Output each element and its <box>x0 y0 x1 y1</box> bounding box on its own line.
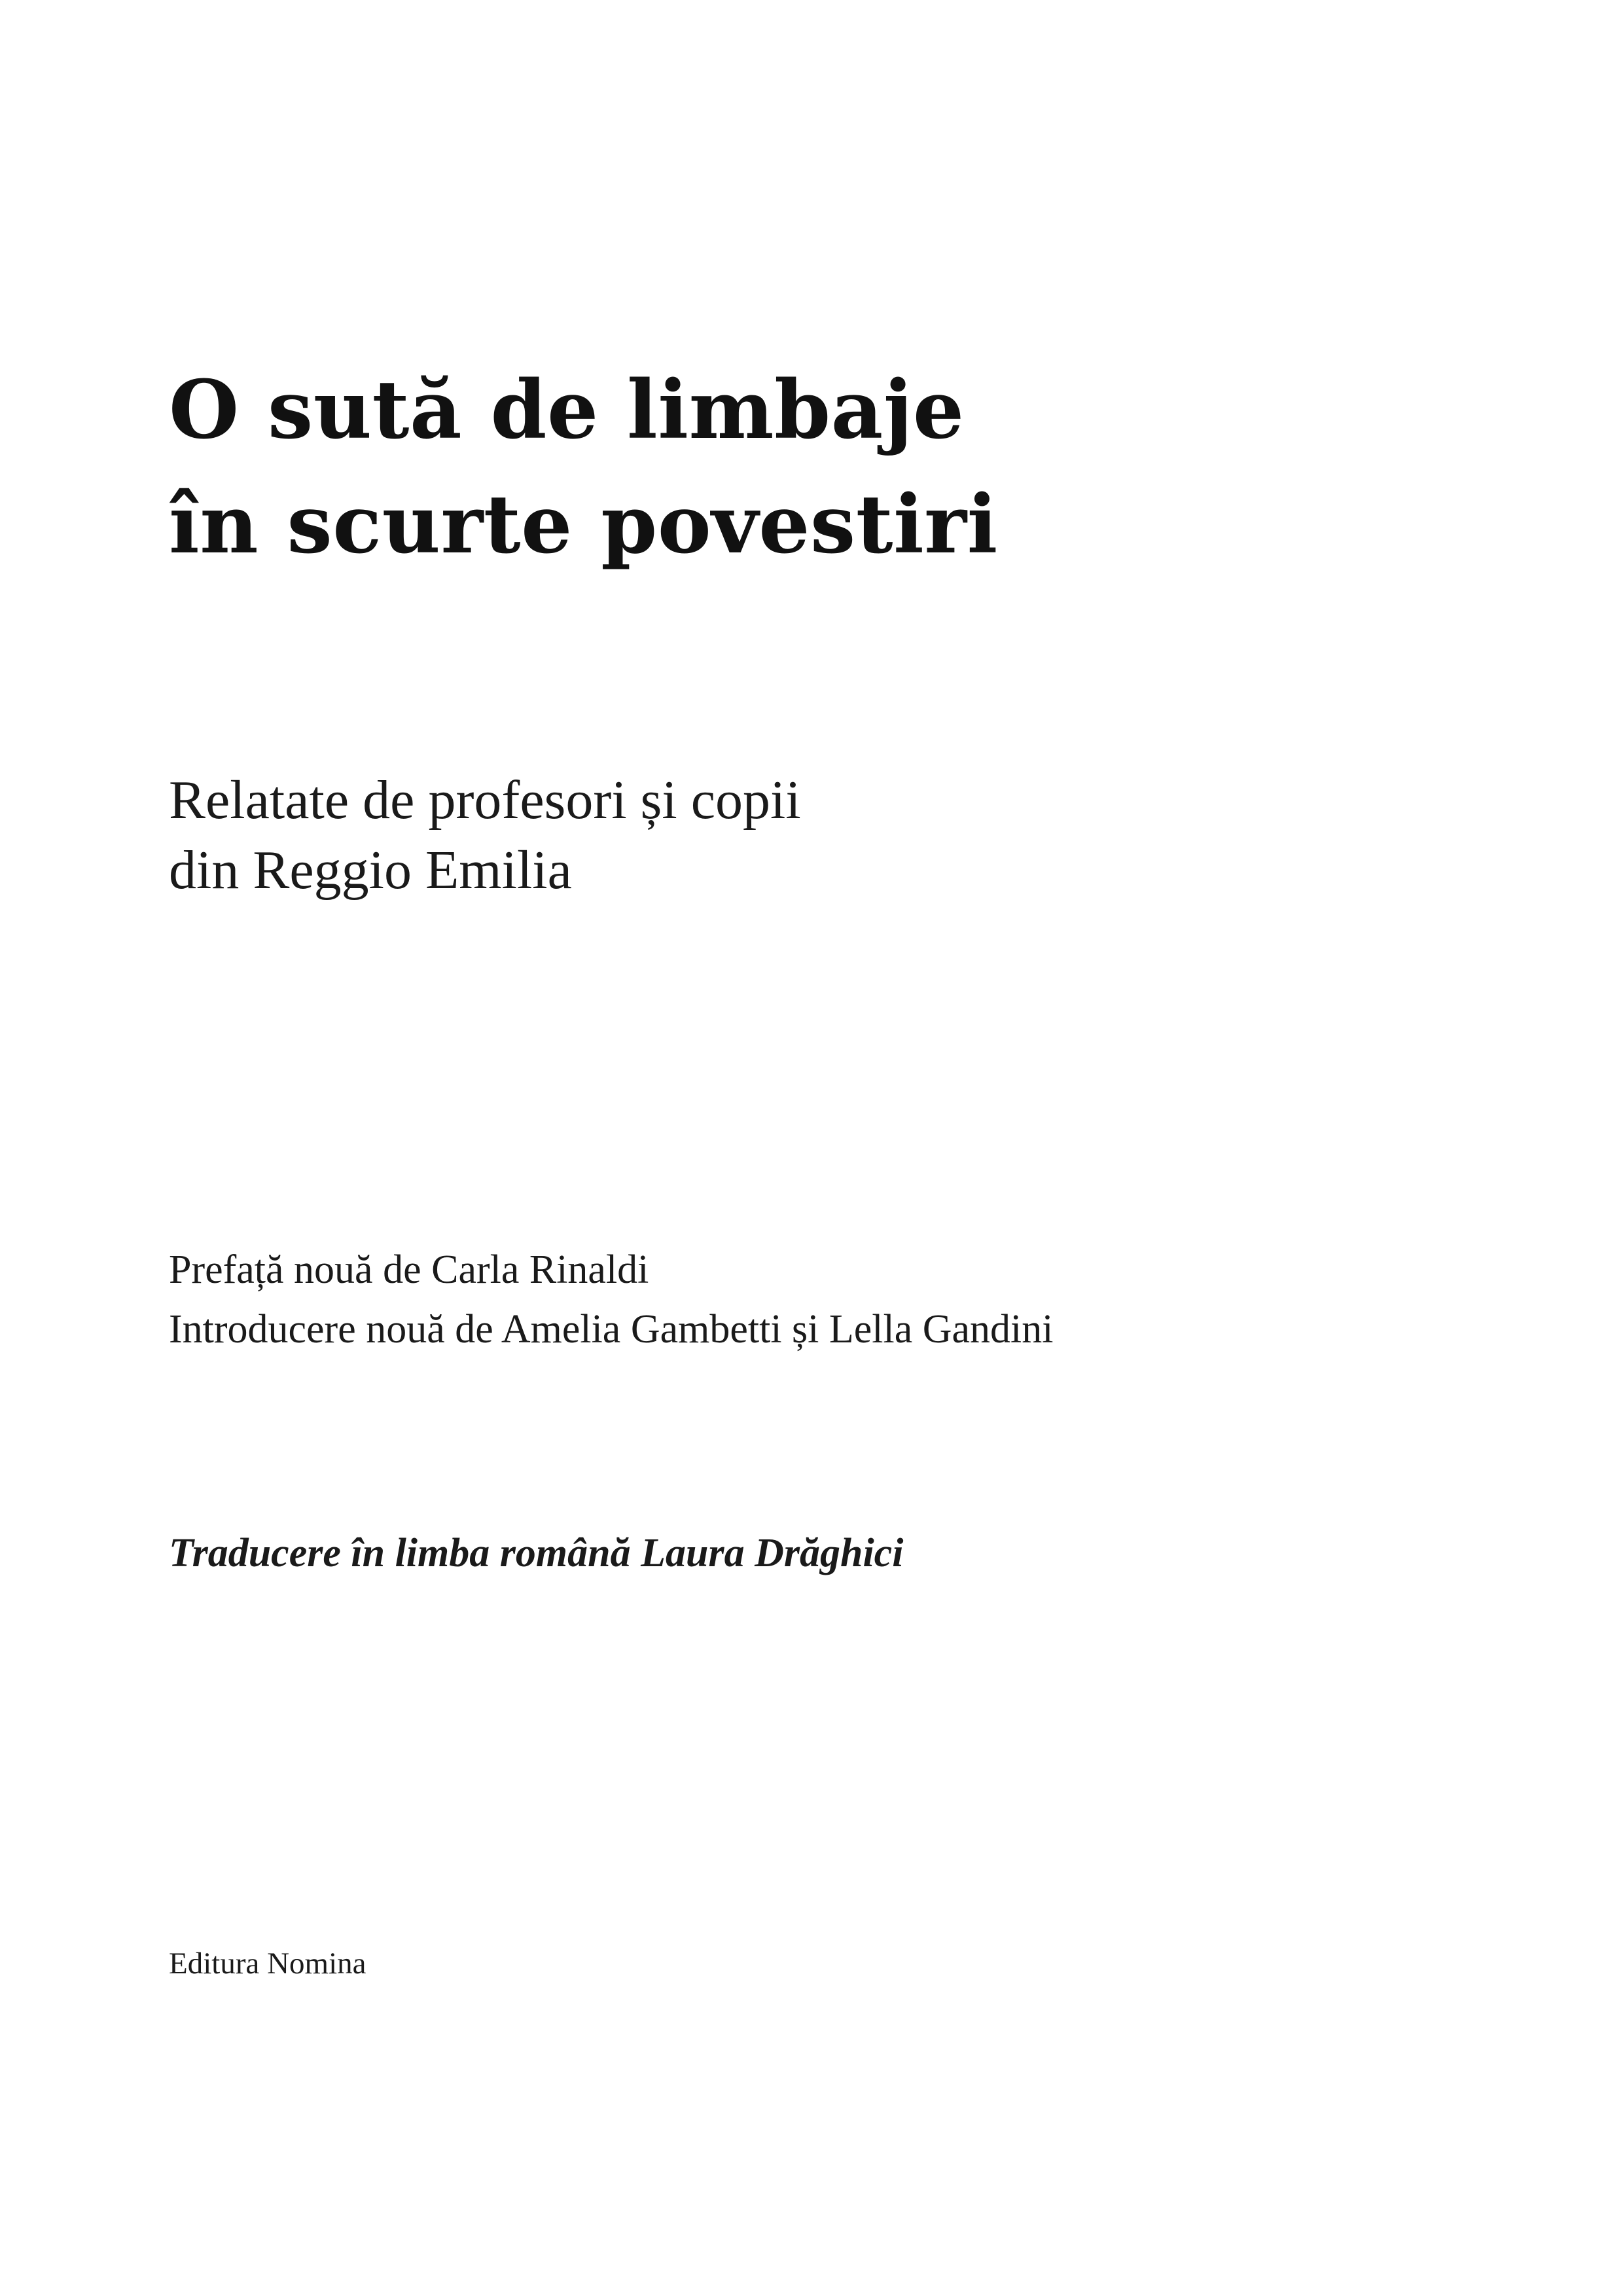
introduction-credit: Introducere nouă de Amelia Gambetti și Lella Gandini <box>169 1307 1054 1352</box>
book-title <box>169 353 1510 582</box>
publisher-name: Editura Nomina <box>169 1946 366 1981</box>
book-subtitle-line-1: Relatate de profesori și copii <box>169 770 801 831</box>
translation-note <box>169 1525 1543 1582</box>
book-subtitle-line-2: din Reggio Emilia <box>169 839 572 901</box>
book-title-line-2: în scurte povestiri <box>169 477 998 572</box>
contributor-credits <box>169 1240 1543 1359</box>
book-subtitle <box>169 766 1510 905</box>
preface-credit: Prefață nouă de Carla Rinaldi <box>169 1247 649 1292</box>
translator-credit: Traducere în limba română Laura Drăghici <box>169 1531 904 1575</box>
publisher <box>169 1944 954 1984</box>
book-title-line-1: O sută de limbaje <box>169 363 965 457</box>
